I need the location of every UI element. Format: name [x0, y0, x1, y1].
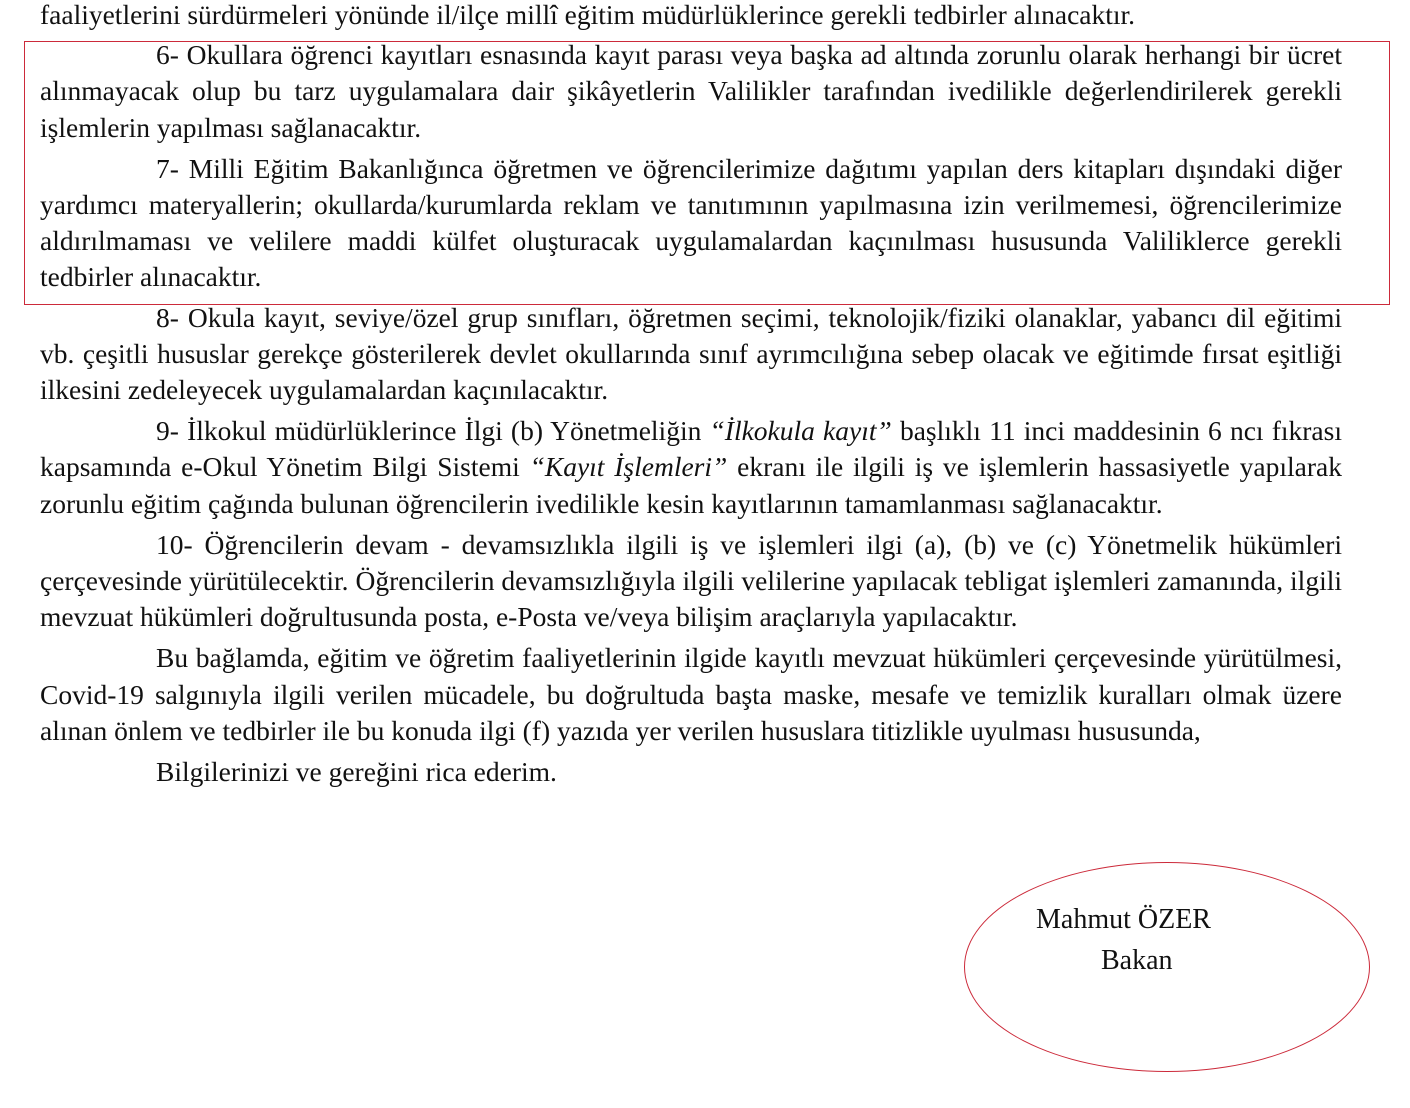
item-9-text-1: 9- İlkokul müdürlüklerince İlgi (b) Yönetmeliğin [156, 415, 710, 447]
item-9-paragraph [40, 413, 1342, 522]
document-body [40, 0, 1342, 790]
signatory-title: Bakan [1101, 945, 1173, 976]
item-6-paragraph: 6- Okullara öğrenci kayıtları esnasında kayıt parası veya başka ad altında zorunlu olarak herhangi bir ücret alınmayacak olup bu tarz uygulamalara dair şikâyetlerin Valilikler tarafından ivedilikle değerlendirilerek gerekli işlemlerin yapılması sağlanacaktır. [40, 39, 1342, 143]
signatory-name: Mahmut ÖZER [1036, 904, 1211, 935]
closing-paragraph: Bu bağlamda, eğitim ve öğretim faaliyetlerinin ilgide kayıtlı mevzuat hükümleri çerçevesinde yürütülmesi, Covid-19 salgınıyla ilgili verilen mücadele, bu doğrultuda başta maske, mesafe ve temizlik kuralları olmak üzere alınan önlem ve tedbirler ile bu konuda ilgi (f) yazıda yer verilen hususlara titizlikle uyulması hususunda, [40, 642, 1342, 746]
request-line: Bilgilerinizi ve gereğini rica ederim. [156, 756, 557, 788]
item-8-paragraph: 8- Okula kayıt, seviye/özel grup sınıfları, öğretmen seçimi, teknolojik/fiziki olanaklar, yabancı dil eğitimi vb. çeşitli hususlar gerekçe gösterilerek devlet okullarında sınıf ayrımcılığına sebep olacak ve eğitimde fırsat eşitliği ilkesini zedeleyecek uygulamalardan kaçınılacaktır. [40, 301, 1342, 406]
item-9-italic-kayit-islemleri: “Kayıt İşlemleri” [529, 451, 728, 483]
item-9-text-2: başlıklı 11 inci maddesinin 6 ncı fıkrası kapsamında e-Okul Yönetim Bilgi Sistemi [40, 415, 1342, 483]
top-line: faaliyetlerini sürdürmeleri yönünde il/ilçe millî eğitim müdürlüklerince gerekli tedbirler alınacaktır. [40, 0, 1136, 30]
item-7-paragraph: 7- Milli Eğitim Bakanlığınca öğretmen ve öğrencilerimize dağıtımı yapılan ders kitapları dışındaki diğer yardımcı materyallerin; okullarda/kurumlarda reklam ve tanıtımının yapılmasına izin verilmemesi, öğrencilerimize aldırılmaması ve velilere maddi külfet oluşturacak uygulamalardan kaçınılması hususunda Valiliklerce gerekli tedbirler alınacaktır. [40, 152, 1342, 293]
item-9-text-3: ekranı ile ilgili iş ve işlemlerin hassasiyetle yapılarak zorunlu eğitim çağında bulunan öğrencilerin ivedilikle kesin kayıtlarının tamamlanması sağlanacaktır. [40, 451, 1342, 519]
item-10-paragraph: 10- Öğrencilerin devam - devamsızlıkla ilgili iş ve işlemleri ilgi (a), (b) ve (c) Yönetmelik hükümleri çerçevesinde yürütülecektir. Öğrencilerin devamsızlığıyla ilgili velilerine yapılacak tebligat işlemleri zamanında, ilgili mevzuat hükümleri doğrultusunda posta, e-Posta ve/veya bilişim araçlarıyla yapılacaktır. [40, 528, 1342, 633]
item-9-italic-ilkokula-kayit: “İlkokula kayıt” [709, 415, 892, 447]
